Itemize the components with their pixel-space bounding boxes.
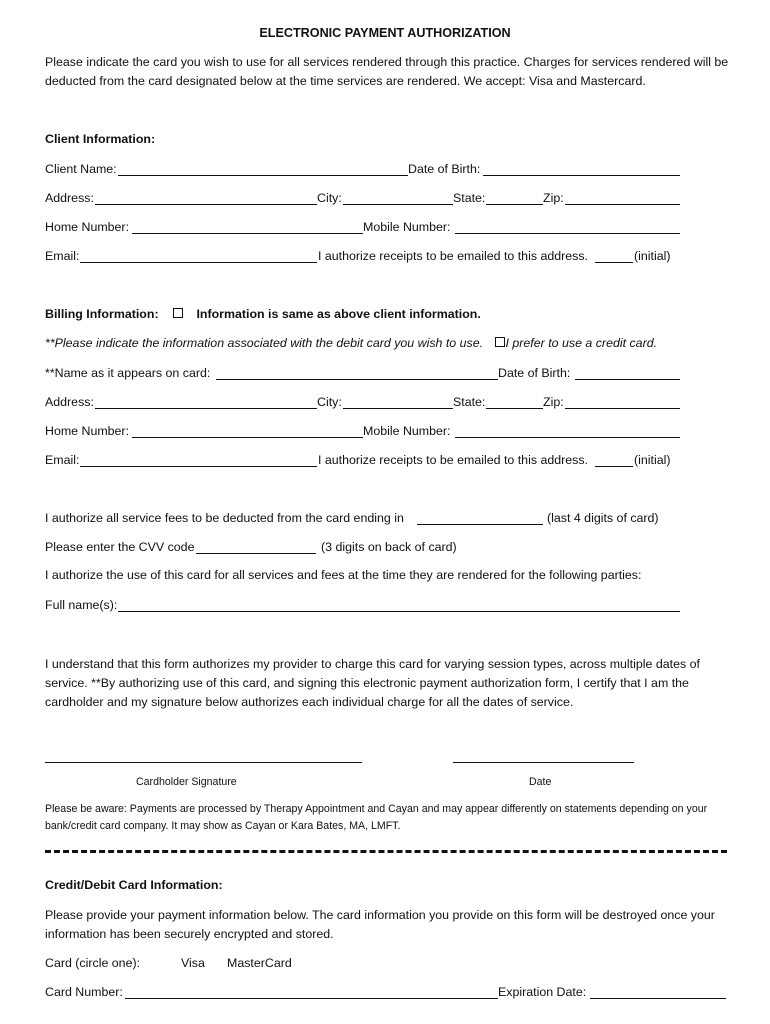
card-info-heading: Credit/Debit Card Information:	[45, 878, 223, 892]
billing-name-field[interactable]	[216, 379, 498, 380]
credit-pref-checkbox[interactable]	[495, 337, 505, 347]
card-ending-hint: (last 4 digits of card)	[547, 511, 659, 525]
billing-name-row	[45, 365, 685, 381]
client-initial-label: (initial)	[634, 249, 671, 263]
card-number-label: Card Number:	[45, 985, 123, 999]
client-state-label: State:	[453, 191, 486, 205]
client-city-label: City:	[317, 191, 342, 205]
client-phone-row	[45, 219, 685, 235]
full-names-field[interactable]	[118, 611, 680, 612]
cardholder-signature-label: Cardholder Signature	[136, 776, 237, 788]
client-name-field[interactable]	[118, 175, 408, 176]
client-name-row	[45, 161, 685, 177]
client-home-label: Home Number:	[45, 220, 130, 234]
card-type-label: Card (circle one):	[45, 956, 141, 970]
billing-address-row	[45, 394, 685, 410]
cut-line-divider	[45, 850, 727, 853]
card-type-mastercard[interactable]: MasterCard	[227, 956, 292, 970]
credit-pref-option[interactable]	[495, 336, 658, 350]
expiration-field[interactable]	[590, 998, 726, 999]
client-info-heading: Client Information:	[45, 132, 156, 146]
understand-text: I understand that this form authorizes my provider to charge this card for varying session types, across multiple dates of service. **By authorizing use of this card, and signing this electronic payment authorization form, I certify that I am the cardholder and my signature below authorizes each individual charge for all the dates of service.	[45, 657, 700, 709]
full-names-row	[45, 597, 685, 613]
card-number-row	[45, 984, 727, 1000]
client-dob-field[interactable]	[483, 175, 680, 176]
billing-note: **Please indicate the information associated with the debit card you wish to use.	[45, 336, 484, 350]
cvv-field[interactable]	[196, 553, 316, 554]
billing-info-heading: Billing Information:	[45, 307, 159, 321]
signature-line[interactable]	[45, 762, 362, 763]
cvv-hint: (3 digits on back of card)	[321, 540, 457, 554]
full-names-label: Full name(s):	[45, 598, 118, 612]
client-initial-field[interactable]	[595, 262, 633, 263]
page-title: ELECTRONIC PAYMENT AUTHORIZATION	[259, 26, 511, 40]
client-home-field[interactable]	[132, 233, 363, 234]
signature-date-line[interactable]	[453, 762, 634, 763]
billing-phone-row	[45, 423, 685, 439]
card-ending-label: I authorize all service fees to be deducted from the card ending in	[45, 511, 404, 525]
cvv-label: Please enter the CVV code	[45, 540, 195, 554]
client-email-consent: I authorize receipts to be emailed to this address.	[318, 249, 588, 263]
billing-address-label: Address:	[45, 395, 94, 409]
billing-initial-field[interactable]	[595, 466, 633, 467]
billing-zip-field[interactable]	[565, 408, 680, 409]
client-email-row	[45, 248, 685, 264]
billing-state-label: State:	[453, 395, 486, 409]
billing-initial-label: (initial)	[634, 453, 671, 467]
billing-note-row	[45, 336, 657, 350]
client-dob-label: Date of Birth:	[408, 162, 481, 176]
cvv-row	[45, 539, 685, 555]
billing-mobile-label: Mobile Number:	[363, 424, 451, 438]
billing-same-label: Information is same as above client information.	[196, 307, 481, 321]
billing-home-label: Home Number:	[45, 424, 130, 438]
credit-pref-label: I prefer to use a credit card.	[505, 336, 658, 350]
billing-mobile-field[interactable]	[455, 437, 680, 438]
parties-text: I authorize the use of this card for all services and fees at the time they are rendered for the following parties:	[45, 568, 642, 582]
billing-name-label: **Name as it appears on card:	[45, 366, 211, 380]
processing-notice: Please be aware: Payments are processed by Therapy Appointment and Cayan and may appear differently on statements depending on your bank/credit card company. It may show as Cayan or Kara Bates, MA, LMFT.	[45, 803, 708, 832]
client-email-field[interactable]	[80, 262, 317, 263]
client-mobile-label: Mobile Number:	[363, 220, 451, 234]
client-name-label: Client Name:	[45, 162, 117, 176]
billing-email-label: Email:	[45, 453, 80, 467]
client-state-field[interactable]	[486, 204, 543, 205]
expiration-label: Expiration Date:	[498, 985, 587, 999]
intro-text: Please indicate the card you wish to use for all services rendered through this practice. Charges for services rendered will be deducted from the card designated below at the time services are rendered. We accept: Visa and Mastercard.	[45, 55, 729, 88]
billing-dob-label: Date of Birth:	[498, 366, 571, 380]
card-type-row	[45, 955, 685, 971]
client-mobile-field[interactable]	[455, 233, 680, 234]
card-number-field[interactable]	[125, 998, 498, 999]
billing-city-label: City:	[317, 395, 342, 409]
client-address-row	[45, 190, 685, 206]
client-address-field[interactable]	[95, 204, 317, 205]
billing-home-field[interactable]	[132, 437, 363, 438]
client-email-label: Email:	[45, 249, 80, 263]
billing-same-checkbox[interactable]	[173, 308, 183, 318]
card-type-visa[interactable]: Visa	[181, 956, 205, 970]
billing-state-field[interactable]	[486, 408, 543, 409]
billing-email-consent: I authorize receipts to be emailed to this address.	[318, 453, 588, 467]
billing-address-field[interactable]	[95, 408, 317, 409]
card-info-instructions: Please provide your payment information below. The card information you provide on this form will be destroyed once your information has been securely encrypted and stored.	[45, 908, 715, 941]
billing-email-field[interactable]	[80, 466, 317, 467]
client-city-field[interactable]	[343, 204, 453, 205]
billing-zip-label: Zip:	[543, 395, 564, 409]
client-zip-label: Zip:	[543, 191, 564, 205]
signature-date-label: Date	[529, 776, 552, 788]
billing-same-option[interactable]	[173, 307, 481, 321]
client-zip-field[interactable]	[565, 204, 680, 205]
billing-dob-field[interactable]	[575, 379, 680, 380]
billing-city-field[interactable]	[343, 408, 453, 409]
client-address-label: Address:	[45, 191, 94, 205]
card-ending-field[interactable]	[417, 524, 543, 525]
billing-email-row	[45, 452, 685, 468]
card-ending-row	[45, 510, 685, 526]
